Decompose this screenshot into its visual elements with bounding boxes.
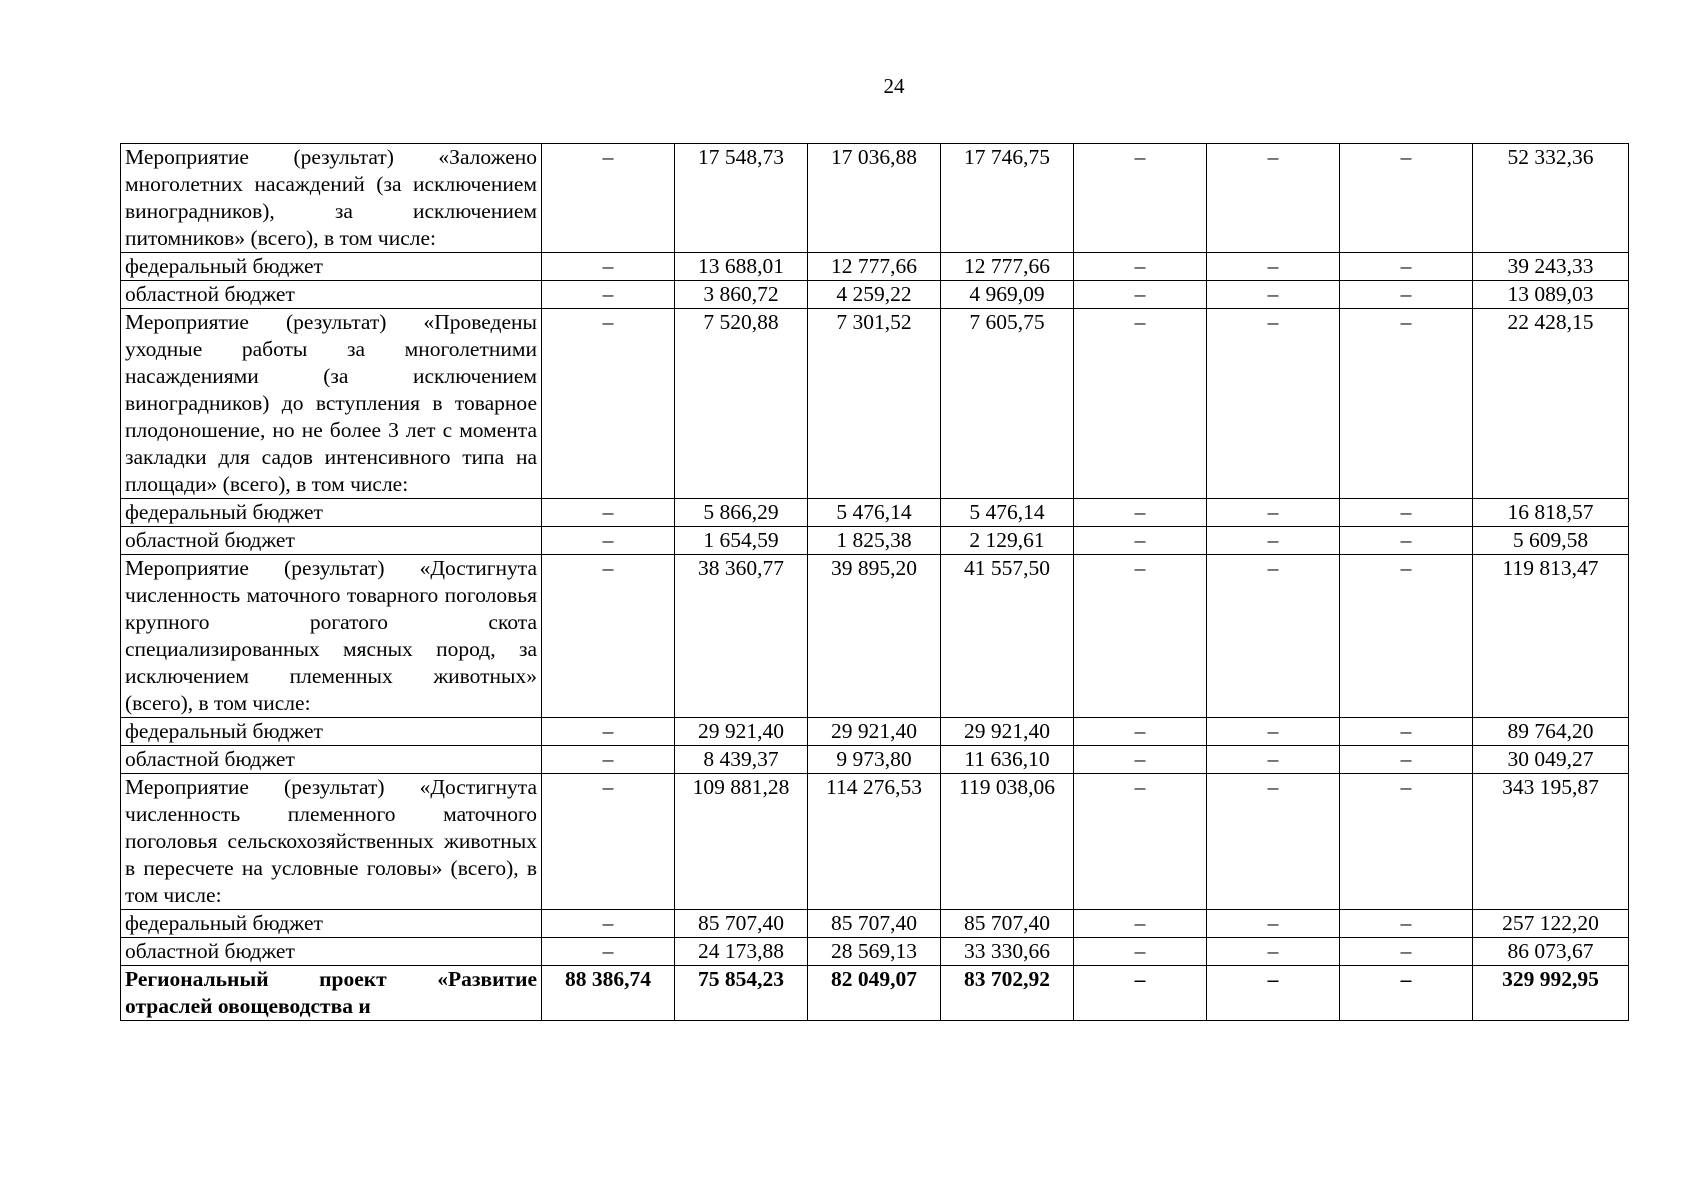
value-cell: 119 813,47 [1473,555,1629,718]
table-row-total [121,966,1629,1021]
value-cell: – [542,938,675,966]
value-cell: 7 605,75 [941,309,1074,499]
value-cell: 28 569,13 [808,938,941,966]
value-cell: – [1207,253,1340,281]
value-cell: 119 038,06 [941,774,1074,910]
value-cell: 3 860,72 [675,281,808,309]
value-cell: – [1207,527,1340,555]
value-cell: – [1074,555,1207,718]
value-cell: – [1207,938,1340,966]
value-cell: – [1340,555,1473,718]
value-cell: 86 073,67 [1473,938,1629,966]
value-cell: 257 122,20 [1473,910,1629,938]
value-cell: – [1340,499,1473,527]
value-cell: 33 330,66 [941,938,1074,966]
value-cell: 88 386,74 [542,966,675,1021]
value-cell: 85 707,40 [941,910,1074,938]
value-cell: – [1207,718,1340,746]
value-cell: 109 881,28 [675,774,808,910]
row-label: Мероприятие (результат) «Достигнута численность племенного маточного поголовья сельскохозяйственных животных в пересчете на условные головы» (всего), в том числе: [121,774,542,910]
value-cell: – [1074,938,1207,966]
value-cell: 85 707,40 [675,910,808,938]
value-cell: 1 654,59 [675,527,808,555]
table-row-budget-source [121,281,1629,309]
value-cell: 17 746,75 [941,144,1074,253]
page-number: 24 [883,74,905,98]
value-cell: – [1207,966,1340,1021]
value-cell: 29 921,40 [808,718,941,746]
row-label: областной бюджет [121,938,542,966]
value-cell: 24 173,88 [675,938,808,966]
value-cell: 9 973,80 [808,746,941,774]
value-cell: 38 360,77 [675,555,808,718]
table-row-budget-source [121,527,1629,555]
value-cell: 39 243,33 [1473,253,1629,281]
budget-table [120,143,1629,1021]
table-row-budget-source [121,938,1629,966]
table-row-budget-source [121,910,1629,938]
table-row-budget-source [121,746,1629,774]
value-cell: – [542,774,675,910]
value-cell: 11 636,10 [941,746,1074,774]
row-label: федеральный бюджет [121,718,542,746]
row-label: федеральный бюджет [121,910,542,938]
value-cell: 89 764,20 [1473,718,1629,746]
value-cell: – [1074,774,1207,910]
value-cell: – [1207,910,1340,938]
value-cell: 16 818,57 [1473,499,1629,527]
value-cell: 13 688,01 [675,253,808,281]
value-cell: 5 476,14 [941,499,1074,527]
value-cell: – [1340,281,1473,309]
value-cell: – [1340,718,1473,746]
value-cell: – [542,309,675,499]
value-cell: – [1340,774,1473,910]
row-label: Мероприятие (результат) «Достигнута численность маточного товарного поголовья крупного рогатого скота специализированных мясных пород, за исключением племенных животных» (всего), в том числе: [121,555,542,718]
value-cell: 4 969,09 [941,281,1074,309]
value-cell: 1 825,38 [808,527,941,555]
table-row-measure [121,774,1629,910]
row-label: областной бюджет [121,527,542,555]
table-row-budget-source [121,499,1629,527]
value-cell: – [1340,966,1473,1021]
value-cell: 41 557,50 [941,555,1074,718]
row-label: Региональный проект «Развитие отраслей овощеводства и [121,966,542,1021]
value-cell: – [542,253,675,281]
value-cell: 30 049,27 [1473,746,1629,774]
value-cell: – [1207,555,1340,718]
value-cell: 343 195,87 [1473,774,1629,910]
value-cell: 29 921,40 [941,718,1074,746]
value-cell: 2 129,61 [941,527,1074,555]
value-cell: – [1207,774,1340,910]
value-cell: – [1340,144,1473,253]
row-label: областной бюджет [121,281,542,309]
value-cell: 82 049,07 [808,966,941,1021]
value-cell: – [542,746,675,774]
budget-table-body [121,144,1629,1021]
row-label: федеральный бюджет [121,253,542,281]
value-cell: – [1207,281,1340,309]
value-cell: – [1074,527,1207,555]
value-cell: 329 992,95 [1473,966,1629,1021]
value-cell: – [1074,910,1207,938]
table-row-budget-source [121,718,1629,746]
value-cell: 17 548,73 [675,144,808,253]
value-cell: – [542,144,675,253]
value-cell: – [542,499,675,527]
value-cell: – [1340,910,1473,938]
value-cell: – [542,281,675,309]
value-cell: – [542,555,675,718]
value-cell: 75 854,23 [675,966,808,1021]
value-cell: – [1074,746,1207,774]
value-cell: – [1074,144,1207,253]
value-cell: 12 777,66 [808,253,941,281]
value-cell: 85 707,40 [808,910,941,938]
value-cell: 5 476,14 [808,499,941,527]
table-row-measure [121,144,1629,253]
value-cell: – [1207,499,1340,527]
value-cell: – [542,718,675,746]
table-row-measure [121,309,1629,499]
value-cell: – [1340,938,1473,966]
value-cell: – [1074,966,1207,1021]
value-cell: 114 276,53 [808,774,941,910]
value-cell: 4 259,22 [808,281,941,309]
value-cell: – [1340,746,1473,774]
value-cell: 5 609,58 [1473,527,1629,555]
value-cell: 83 702,92 [941,966,1074,1021]
table-row-budget-source [121,253,1629,281]
value-cell: – [1340,253,1473,281]
value-cell: 22 428,15 [1473,309,1629,499]
value-cell: – [1207,309,1340,499]
value-cell: 52 332,36 [1473,144,1629,253]
value-cell: 39 895,20 [808,555,941,718]
value-cell: 7 301,52 [808,309,941,499]
value-cell: 17 036,88 [808,144,941,253]
value-cell: – [1074,281,1207,309]
value-cell: – [1074,499,1207,527]
value-cell: – [1207,144,1340,253]
value-cell: – [1074,718,1207,746]
value-cell: 8 439,37 [675,746,808,774]
value-cell: 12 777,66 [941,253,1074,281]
value-cell: 13 089,03 [1473,281,1629,309]
value-cell: – [1074,309,1207,499]
value-cell: 29 921,40 [675,718,808,746]
value-cell: – [1207,746,1340,774]
value-cell: – [542,910,675,938]
value-cell: – [1340,527,1473,555]
table-row-measure [121,555,1629,718]
value-cell: 7 520,88 [675,309,808,499]
row-label: областной бюджет [121,746,542,774]
row-label: федеральный бюджет [121,499,542,527]
value-cell: – [1340,309,1473,499]
value-cell: – [542,527,675,555]
row-label: Мероприятие (результат) «Проведены уходные работы за многолетними насаждениями (за исключением виноградников) до вступления в товарное плодоношение, но не более 3 лет с момента закладки для садов интенсивного типа на площади» (всего), в том числе: [121,309,542,499]
value-cell: 5 866,29 [675,499,808,527]
row-label: Мероприятие (результат) «Заложено многолетних насаждений (за исключением виноградников), за исключением питомников» (всего), в том числе: [121,144,542,253]
value-cell: – [1074,253,1207,281]
